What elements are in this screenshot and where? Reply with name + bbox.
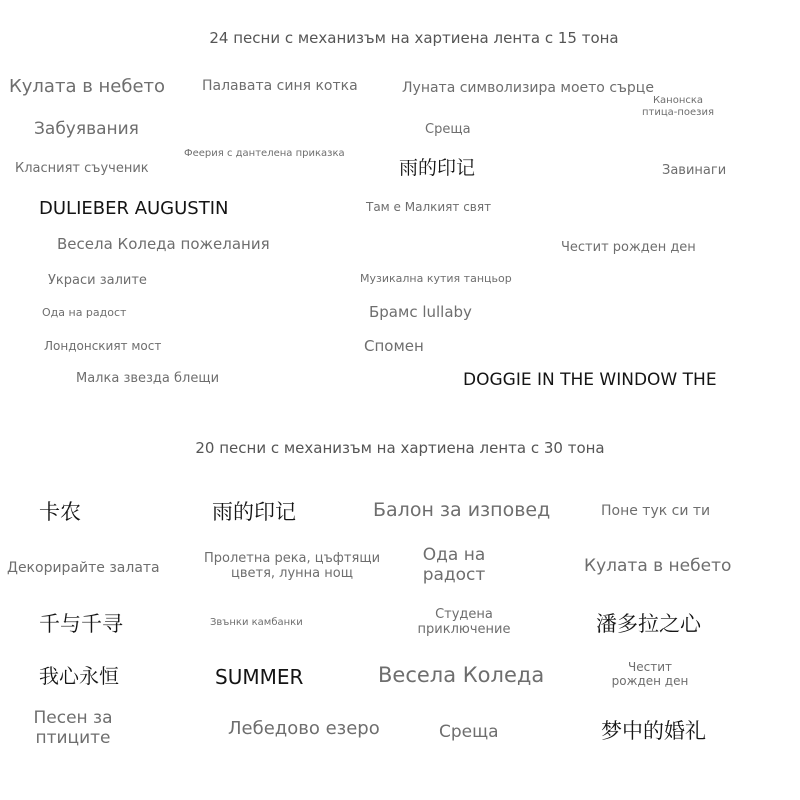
song-title: Балон за изповед — [373, 499, 551, 521]
section-1-title: 24 песни с механизъм на хартиена лента с 15 тона — [209, 29, 619, 47]
song-title: 卡农 — [39, 500, 81, 524]
song-title: Весела Коледа — [378, 663, 545, 687]
song-title: DOGGIE IN THE WINDOW THE — [463, 370, 717, 390]
song-title: Малка звезда блещи — [76, 371, 220, 386]
song-title: Там е Малкият свят — [366, 200, 492, 214]
section-2-title: 20 песни с механизъм на хартиена лента с 30 тона — [195, 439, 605, 457]
song-title: Декорирайте залата — [7, 560, 160, 576]
song-title: Кулата в небето — [9, 76, 166, 97]
song-title: Завинаги — [662, 163, 727, 178]
song-title: 雨的印记 — [212, 500, 296, 524]
song-title: Украси залите — [48, 273, 147, 288]
song-title: Палавата синя котка — [202, 78, 358, 94]
song-title: Феерия с дантелена приказка — [184, 148, 345, 159]
song-title: Среща — [439, 722, 499, 742]
song-title: Кулата в небето — [584, 556, 732, 576]
song-title: Среща — [425, 122, 471, 137]
song-title: Канонска птица-поезия — [641, 95, 715, 118]
song-title: SUMMER — [215, 665, 304, 689]
song-title: Пролетна река, цъфтящи цветя, лунна нощ — [203, 551, 381, 581]
song-title: Луната символизира моето сърце — [402, 80, 654, 96]
song-title: Забуявания — [34, 119, 139, 139]
song-title: Брамс lullaby — [369, 303, 472, 321]
song-title: Звънки камбанки — [210, 617, 303, 628]
song-title: Лебедово езеро — [228, 718, 380, 739]
song-title: 梦中的婚礼 — [601, 719, 706, 743]
song-title: 千与千寻 — [39, 612, 123, 636]
song-title: DULIEBER AUGUSTIN — [39, 198, 229, 219]
song-title: Весела Коледа пожелания — [57, 235, 270, 253]
song-title: Студена приключение — [417, 607, 511, 637]
song-title: Музикална кутия танцьор — [360, 272, 512, 285]
song-title: Класният съученик — [15, 161, 149, 176]
song-title: Поне тук си ти — [601, 503, 711, 519]
song-title: Спомен — [364, 337, 424, 355]
song-title: Песен за птиците — [33, 708, 113, 748]
song-title: 潘多拉之心 — [596, 612, 701, 636]
song-title: Честит рожден ден — [611, 660, 689, 688]
song-title: Ода на радост — [422, 545, 486, 585]
song-title: 雨的印记 — [399, 157, 476, 179]
song-title: Честит рожден ден — [561, 240, 696, 255]
song-title: Лондонският мост — [44, 339, 162, 353]
song-title: 我心永恒 — [39, 664, 119, 688]
song-title: Ода на радост — [42, 306, 127, 319]
